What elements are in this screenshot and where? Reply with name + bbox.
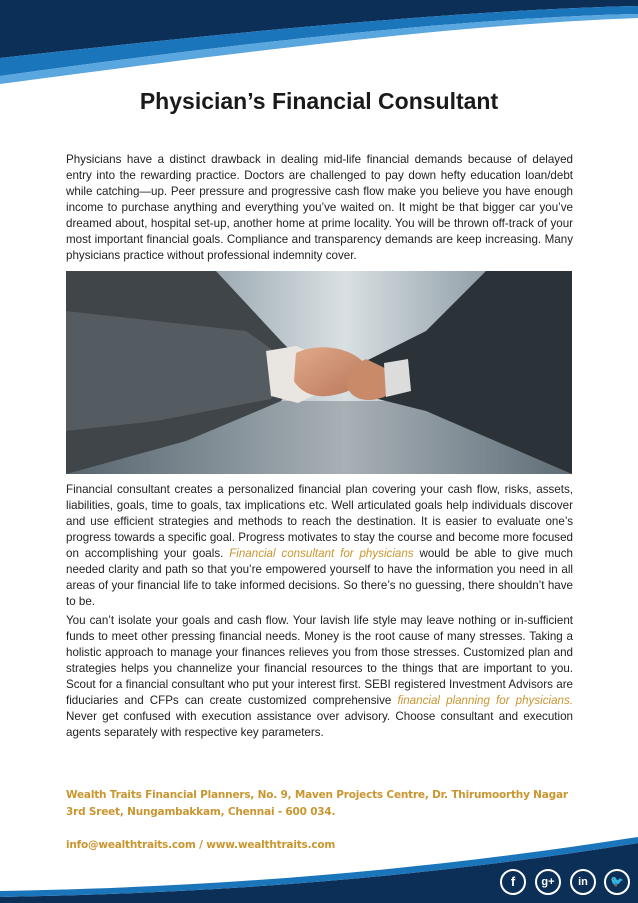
- facebook-icon[interactable]: f: [500, 869, 526, 895]
- handshake-photo: [66, 271, 572, 474]
- twitter-icon[interactable]: 🐦: [604, 869, 630, 895]
- address-line-2: 3rd Sreet, Nungambakkam, Chennai - 600 034.: [66, 806, 336, 818]
- consultant-paragraph: Financial consultant creates a personalized financial plan covering your cash flow, risks, assets, liabilities, goals, time to goals, tax implications etc. Well articulated goals help individuals discover and use efficient strategies and methods to reach the destination. It is easier to evaluate one’s progress towards a specific goal. Progress motivates to stay the course and become more focused on accomplishing your goals. Financial consultant for physicians would be able to give much needed clarity and path so that you’re empowered yourself to have the information you need in all areas of your financial life to take informed decisions. So there’s no guessing, there shouldn’t have to be.: [66, 483, 574, 608]
- googleplus-icon[interactable]: g+: [535, 869, 561, 895]
- page-title: Physician’s Financial Consultant: [139, 88, 499, 114]
- consultant-link[interactable]: Financial consultant for physicians: [229, 547, 414, 560]
- contact-line[interactable]: info@wealthtraits.com / www.wealthtraits.com: [66, 839, 336, 851]
- address-line-1: Wealth Traits Financial Planners, No. 9, Maven Projects Centre, Dr. Thirumoorthy Nagar: [66, 789, 568, 801]
- intro-paragraph: Physicians have a distinct drawback in dealing mid-life financial demands because of delayed entry into the rewarding practice. Doctors are challenged to pay down hefty education loan/debt while catching—up. Peer pressure and progressive cash flow make you believe you have enough income to purchase anything and everything you’ve waited on. It might be that bigger car you’ve dreamed about, hospital set-up, another home at prime locality. You will be thrown off-track of your most important financial goals. Compliance and transparency demands are keep increasing. Many physicians practice without professional indemnity cover.: [66, 153, 573, 262]
- financial-planning-link[interactable]: financial planning for physicians.: [397, 694, 574, 707]
- holistic-paragraph: You can’t isolate your goals and cash flow. Your lavish life style may leave nothing or in-sufficient funds to meet other pressing financial needs. Money is the root cause of many stresses. Taking a holistic approach to manage your finances relieves you from those stresses. Customized plan and strategies helps you channelize your financial resources to the things that are important to you. Scout for a financial consultant who put your interest first. SEBI registered Investment Advisors are fiduciaries and CFPs can create customized comprehensive financial planning for physicians. Never get confused with execution assistance over advisory. Choose consultant and execution agents separately with respective key parameters.: [66, 614, 574, 739]
- linkedin-icon[interactable]: in: [570, 869, 596, 895]
